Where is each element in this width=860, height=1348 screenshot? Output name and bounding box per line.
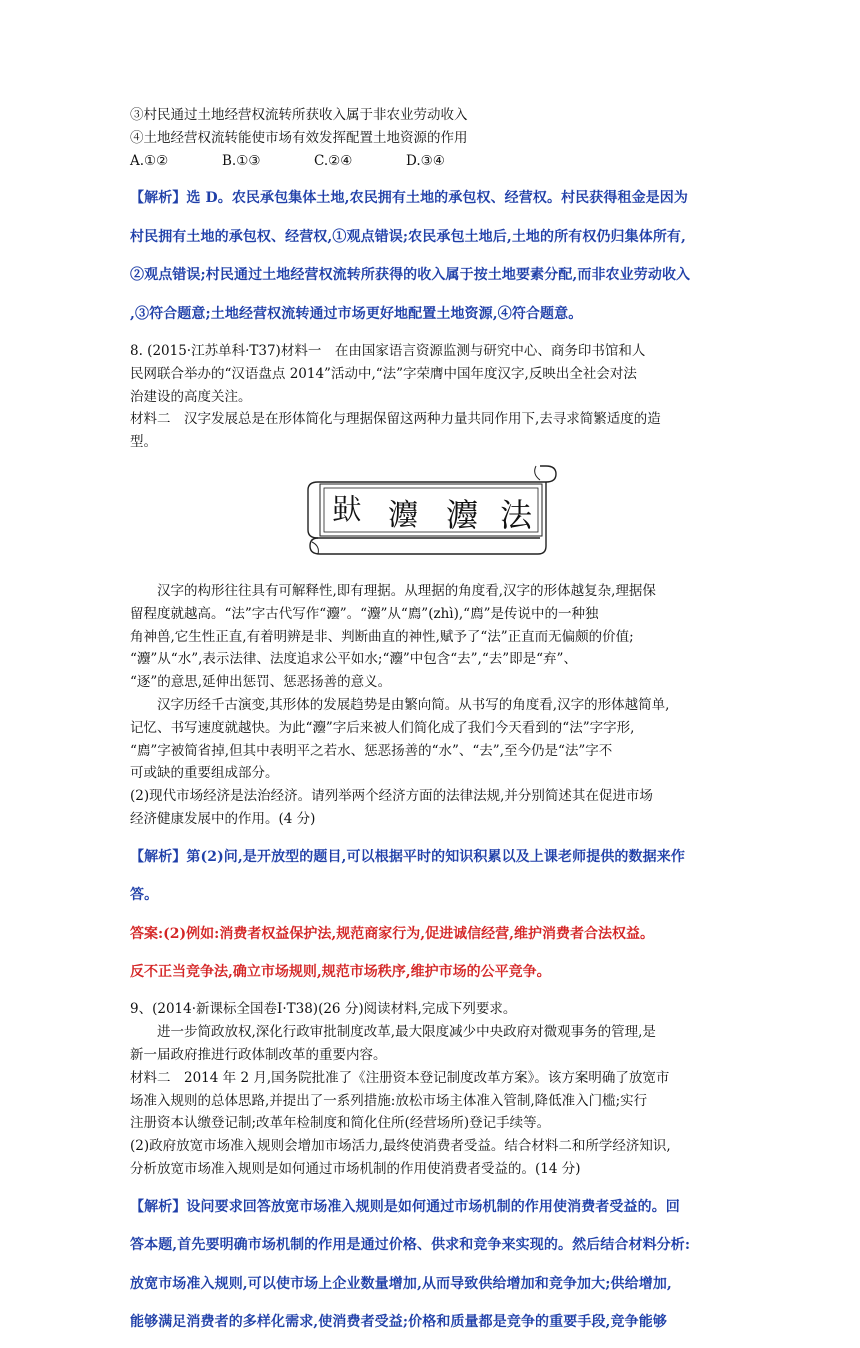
paragraph-1-line: 角神兽,它生性正直,有着明辨是非、判断曲直的神性,赋予了“法”正直而无偏颇的价值; — [130, 628, 634, 645]
analysis-2-line: 答。 — [130, 887, 159, 904]
paragraph-2-line: 汉字历经千古演变,其形体的发展趋势是由繁向简。从书写的角度看,汉字的形体越简单, — [157, 696, 670, 713]
paragraph-1-line: 汉字的构形往往具有可解释性,即有理据。从理据的角度看,汉字的形体越复杂,理据保 — [157, 583, 656, 599]
material-9-2-line: 注册资本认缴登记制;改革年检制度和简化住所(经营场所)登记手续等。 — [130, 1115, 551, 1132]
paragraph-1-line: 留程度就越高。“法”字古代写作“灋”。“灋”从“廌”(zhì),“廌”是传说中的一种独 — [130, 605, 599, 622]
scroll-image — [300, 460, 564, 560]
ancient-glyph-1: 𤟩 — [332, 493, 362, 528]
option-line-3: ③村民通过土地经营权流转所获收入属于非农业劳动收入 — [130, 107, 468, 123]
material-9-1-line: 进一步简政放权,深化行政审批制度改革,最大限度减少中央政府对微观事务的管理,是 — [157, 1024, 656, 1041]
paragraph-2-line: 记忆、书写速度就越快。为此“灋”字后来被人们简化成了我们今天看到的“法”字字形, — [130, 719, 635, 736]
question-9-line: 9、(2014·新课标全国卷Ⅰ·T38)(26 分)阅读材料,完成下列要求。 — [130, 1001, 517, 1018]
paragraph-2-line: 可或缺的重要组成部分。 — [130, 765, 279, 782]
analysis-3-line: 【解析】设问要求回答放宽市场准入规则是如何通过市场机制的作用使消费者受益的。回 — [130, 1198, 680, 1215]
answer-line: 反不正当竞争法,确立市场规则,规范市场秩序,维护市场的公平竞争。 — [130, 963, 551, 980]
analysis-1-line: 村民拥有土地的承包权、经营权,①观点错误;农民承包土地后,土地的所有权仍归集体所有, — [130, 228, 686, 245]
material-2-line: 型。 — [130, 434, 157, 451]
question-9-2-line: 分析放宽市场准入规则是如何通过市场机制的作用使消费者受益的。(14 分) — [130, 1160, 581, 1177]
material-9-1-line: 新一届政府推进行政体制改革的重要内容。 — [130, 1046, 387, 1063]
analysis-1-line: ②观点错误;村民通过土地经营权流转所获得的收入属于按土地要素分配,而非农业劳动收入 — [130, 267, 691, 284]
question-8-2-line: 经济健康发展中的作用。(4 分) — [130, 810, 316, 827]
analysis-3-line: 答本题,首先要明确市场机制的作用是通过价格、供求和竞争来实现的。然后结合材料分析: — [130, 1237, 691, 1254]
calligraphy-scroll-figure — [130, 460, 740, 568]
analysis-1-line: ,③符合题意;土地经营权流转通过市场更好地配置土地资源,④符合题意。 — [130, 305, 583, 322]
modern-glyph-fa: 法 — [500, 496, 533, 534]
analysis-2-line: 【解析】第(2)问,是开放型的题目,可以根据平时的知识积累以及上课老师提供的数据来作 — [130, 848, 685, 865]
analysis-3-line: 放宽市场准入规则,可以使市场上企业数量增加,从而导致供给增加和竞争加大;供给增加, — [130, 1275, 672, 1292]
question-8-line: 8. (2015·江苏单科·T37)材料一 在由国家语言资源监测与研究中心、商务印书馆和人 — [130, 343, 646, 360]
material-2-line: 材料二 汉字发展总是在形体简化与理据保留这两种力量共同作用下,去寻求简繁适度的造 — [130, 411, 661, 428]
question-8-line: 治建设的高度关注。 — [130, 388, 252, 405]
question-8-2-line: (2)现代市场经济是法治经济。请列举两个经济方面的法律法规,并分别简述其在促进市场 — [130, 788, 653, 805]
paragraph-2-line: “廌”字被简省掉,但其中表明平之若水、惩恶扬善的“水”、“去”,至今仍是“法”字不 — [130, 742, 613, 759]
choice-d: D.③④ — [406, 152, 445, 169]
ancient-glyph-3: 灋 — [446, 496, 479, 534]
option-line-4: ④土地经营权流转能使市场有效发挥配置土地资源的作用 — [130, 129, 468, 146]
paragraph-1-line: “灋”从“水”,表示法律、法度追求公平如水;“灋”中包含“去”,“去”即是“弃”、 — [130, 651, 577, 668]
material-9-2-line: 材料二 2014 年 2 月,国务院批准了《注册资本登记制度改革方案》。该方案明确了放宽市 — [130, 1069, 670, 1086]
material-9-2-line: 场准入规则的总体思路,并提出了一系列措施:放松市场主体准入管制,降低准入门槛;实行 — [130, 1092, 648, 1109]
choice-b: B.①③ — [222, 152, 261, 169]
choice-c: C.②④ — [314, 152, 353, 169]
document-page — [130, 104, 740, 1348]
answer-line: 答案:(2)例如:消费者权益保护法,规范商家行为,促进诚信经营,维护消费者合法权益。 — [130, 925, 654, 942]
analysis-1-line: 【解析】选 D。农民承包集体土地,农民拥有土地的承包权、经营权。村民获得租金是因为 — [130, 190, 688, 207]
question-9-2-line: (2)政府放宽市场准入规则会增加市场活力,最终使消费者受益。结合材料二和所学经济知识, — [130, 1138, 671, 1155]
answer-choices — [130, 150, 740, 173]
ancient-glyph-2: 灋 — [388, 498, 418, 533]
choice-a: A.①② — [130, 152, 169, 169]
analysis-3-line: 能够满足消费者的多样化需求,使消费者受益;价格和质量都是竞争的重要手段,竞争能够 — [130, 1313, 667, 1330]
paragraph-1-line: “逐”的意思,延伸出惩罚、惩恶扬善的意义。 — [130, 674, 392, 691]
question-8-line: 民网联合举办的“汉语盘点 2014”活动中,“法”字荣膺中国年度汉字,反映出全社会对法 — [130, 365, 637, 382]
